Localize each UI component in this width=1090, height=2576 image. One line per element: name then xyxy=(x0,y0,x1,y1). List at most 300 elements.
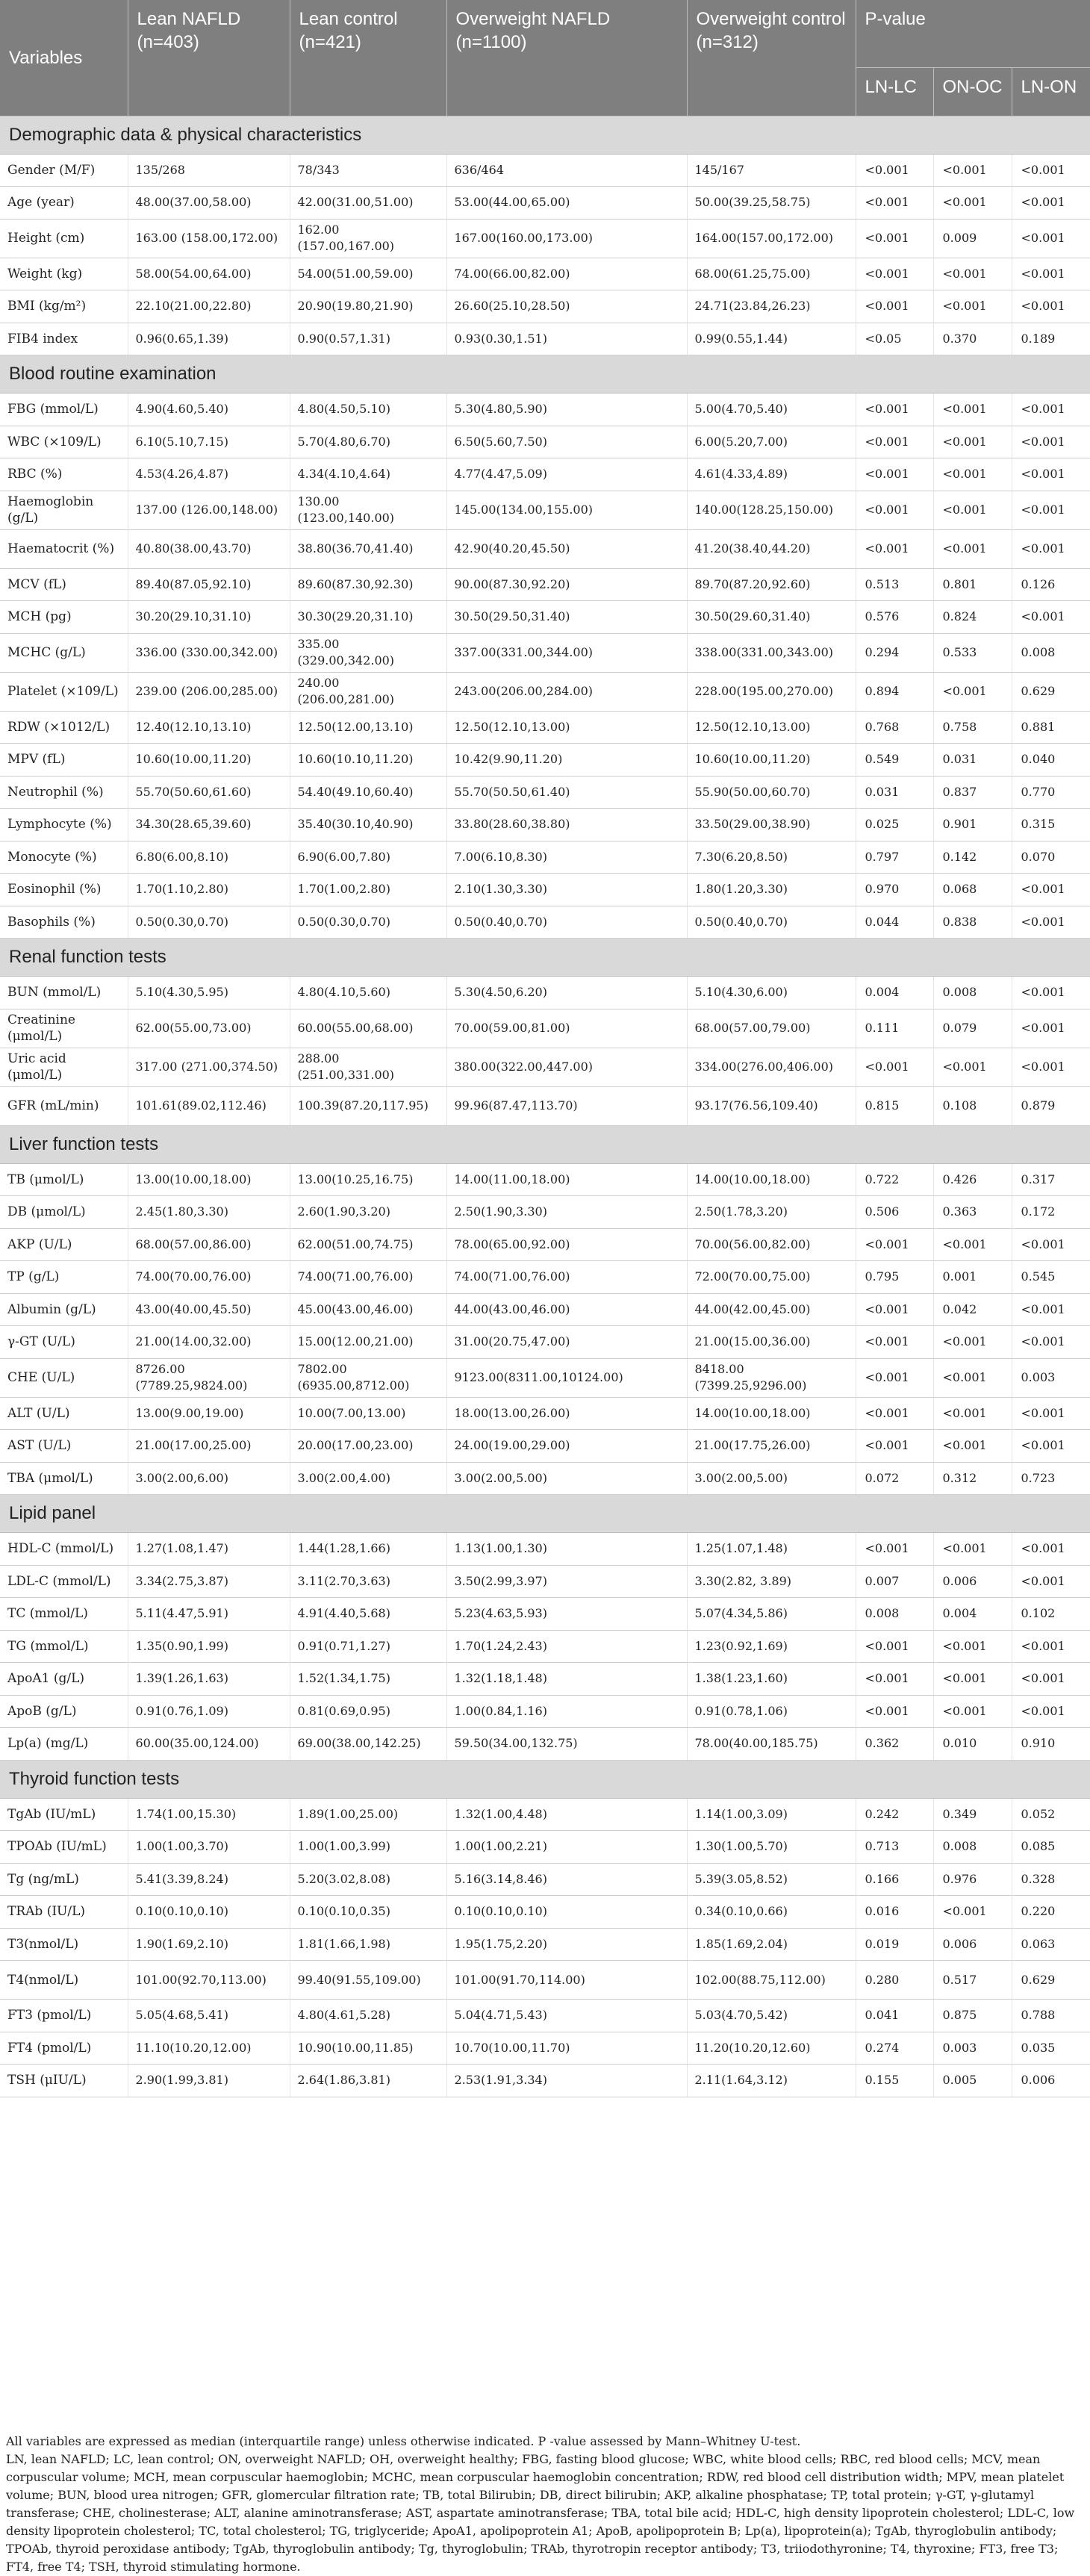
cell-p-ln-on: <0.001 xyxy=(1012,977,1090,1009)
cell-p-ln-on: <0.001 xyxy=(1012,874,1090,906)
section-header xyxy=(0,939,1090,977)
cell-overweight-control: 5.00(4.70,5.40) xyxy=(687,393,856,426)
table-row xyxy=(0,1863,1090,1896)
table-row xyxy=(0,1598,1090,1631)
cell-overweight-nafld: 0.10(0.10,0.10) xyxy=(446,1896,687,1929)
cell-p-on-oc: <0.001 xyxy=(933,672,1012,711)
cell-overweight-control: 334.00(276.00,406.00) xyxy=(687,1048,856,1086)
cell-lean-control: 35.40(30.10,40.90) xyxy=(290,809,446,841)
cell-p-ln-on: <0.001 xyxy=(1012,154,1090,187)
cell-lean-control: 2.60(1.90,3.20) xyxy=(290,1196,446,1229)
cell-p-ln-lc: 0.242 xyxy=(856,1798,933,1831)
cell-lean-control: 10.90(10.00,11.85) xyxy=(290,2032,446,2065)
table-row xyxy=(0,672,1090,711)
cell-variable: FIB4 index xyxy=(0,323,128,355)
cell-p-ln-on: <0.001 xyxy=(1012,1293,1090,1326)
cell-lean-nafld: 55.70(50.60,61.60) xyxy=(128,776,290,809)
cell-p-on-oc: <0.001 xyxy=(933,1663,1012,1696)
cell-p-ln-lc: 0.041 xyxy=(856,2000,933,2032)
table-row xyxy=(0,323,1090,355)
cell-p-on-oc: 0.363 xyxy=(933,1196,1012,1229)
table-row xyxy=(0,1326,1090,1359)
cell-variable: BUN (mmol/L) xyxy=(0,977,128,1009)
cell-p-on-oc: 0.005 xyxy=(933,2065,1012,2097)
cell-variable: TC (mmol/L) xyxy=(0,1598,128,1631)
table-row xyxy=(0,1533,1090,1566)
cell-lean-nafld: 1.39(1.26,1.63) xyxy=(128,1663,290,1696)
cell-lean-nafld: 6.10(5.10,7.15) xyxy=(128,426,290,458)
cell-p-on-oc: <0.001 xyxy=(933,1397,1012,1430)
cell-overweight-control: 228.00(195.00,270.00) xyxy=(687,672,856,711)
section-header xyxy=(0,1125,1090,1163)
cell-p-ln-lc: <0.001 xyxy=(856,1397,933,1430)
table-row xyxy=(0,1462,1090,1495)
cell-p-ln-lc: <0.001 xyxy=(856,258,933,290)
table-row xyxy=(0,1163,1090,1196)
cell-lean-control: 1.44(1.28,1.66) xyxy=(290,1533,446,1566)
cell-lean-nafld: 239.00 (206.00,285.00) xyxy=(128,672,290,711)
cell-overweight-control: 12.50(12.10,13.00) xyxy=(687,711,856,744)
table-row xyxy=(0,874,1090,906)
table-row xyxy=(0,1728,1090,1761)
cell-p-ln-lc: <0.001 xyxy=(856,1533,933,1566)
cell-lean-nafld: 135/268 xyxy=(128,154,290,187)
cell-p-ln-lc: 0.722 xyxy=(856,1163,933,1196)
cell-overweight-control: 5.03(4.70,5.42) xyxy=(687,2000,856,2032)
table-row xyxy=(0,1430,1090,1463)
cell-variable: T3(nmol/L) xyxy=(0,1928,128,1961)
cell-lean-control: 1.81(1.66,1.98) xyxy=(290,1928,446,1961)
cell-variable: MPV (fL) xyxy=(0,744,128,777)
cell-lean-nafld: 1.90(1.69,2.10) xyxy=(128,1928,290,1961)
cell-lean-nafld: 12.40(12.10,13.10) xyxy=(128,711,290,744)
cell-overweight-nafld: 1.13(1.00,1.30) xyxy=(446,1533,687,1566)
cell-lean-control: 162.00 (157.00,167.00) xyxy=(290,219,446,258)
cell-overweight-control: 1.85(1.69,2.04) xyxy=(687,1928,856,1961)
cell-overweight-nafld: 4.77(4.47,5.09) xyxy=(446,458,687,491)
header-lean-nafld: Lean NAFLD (n=403) xyxy=(128,0,290,116)
cell-variable: Tg (ng/mL) xyxy=(0,1863,128,1896)
section-header xyxy=(0,1495,1090,1533)
cell-p-on-oc: <0.001 xyxy=(933,1896,1012,1929)
cell-p-ln-on: <0.001 xyxy=(1012,458,1090,491)
table-row xyxy=(0,744,1090,777)
cell-lean-control: 4.80(4.10,5.60) xyxy=(290,977,446,1009)
cell-overweight-control: 2.50(1.78,3.20) xyxy=(687,1196,856,1229)
cell-variable: TB (μmol/L) xyxy=(0,1163,128,1196)
cell-lean-control: 3.11(2.70,3.63) xyxy=(290,1565,446,1598)
cell-p-on-oc: 0.108 xyxy=(933,1086,1012,1125)
cell-p-ln-lc: <0.001 xyxy=(856,1228,933,1261)
cell-p-on-oc: <0.001 xyxy=(933,1695,1012,1728)
cell-overweight-control: 70.00(56.00,82.00) xyxy=(687,1228,856,1261)
cell-p-on-oc: 0.370 xyxy=(933,323,1012,355)
cell-p-ln-lc: <0.001 xyxy=(856,1048,933,1086)
cell-lean-nafld: 11.10(10.20,12.00) xyxy=(128,2032,290,2065)
cell-p-ln-on: 0.040 xyxy=(1012,744,1090,777)
cell-p-ln-on: 0.723 xyxy=(1012,1462,1090,1495)
cell-lean-nafld: 4.90(4.60,5.40) xyxy=(128,393,290,426)
cell-p-on-oc: <0.001 xyxy=(933,529,1012,568)
cell-lean-control: 10.00(7.00,13.00) xyxy=(290,1397,446,1430)
cell-variable: Platelet (×109/L) xyxy=(0,672,128,711)
cell-variable: Height (cm) xyxy=(0,219,128,258)
cell-p-on-oc: 0.006 xyxy=(933,1565,1012,1598)
cell-overweight-control: 1.14(1.00,3.09) xyxy=(687,1798,856,1831)
cell-p-on-oc: 0.801 xyxy=(933,568,1012,601)
cell-p-on-oc: 0.875 xyxy=(933,2000,1012,2032)
cell-overweight-nafld: 1.00(0.84,1.16) xyxy=(446,1695,687,1728)
cell-p-on-oc: 0.838 xyxy=(933,906,1012,939)
cell-overweight-nafld: 2.50(1.90,3.30) xyxy=(446,1196,687,1229)
cell-lean-control: 20.00(17.00,23.00) xyxy=(290,1430,446,1463)
table-row xyxy=(0,1831,1090,1864)
cell-overweight-control: 2.11(1.64,3.12) xyxy=(687,2065,856,2097)
cell-lean-control: 99.40(91.55,109.00) xyxy=(290,1961,446,2000)
cell-overweight-control: 55.90(50.00,60.70) xyxy=(687,776,856,809)
cell-p-ln-on: 0.315 xyxy=(1012,809,1090,841)
table-row xyxy=(0,290,1090,323)
cell-overweight-control: 140.00(128.25,150.00) xyxy=(687,491,856,529)
cell-variable: FT4 (pmol/L) xyxy=(0,2032,128,2065)
cell-p-ln-lc: 0.031 xyxy=(856,776,933,809)
cell-variable: MCHC (g/L) xyxy=(0,633,128,672)
cell-p-ln-on: <0.001 xyxy=(1012,290,1090,323)
cell-overweight-control: 11.20(10.20,12.60) xyxy=(687,2032,856,2065)
cell-p-ln-on: 0.126 xyxy=(1012,568,1090,601)
cell-overweight-nafld: 337.00(331.00,344.00) xyxy=(446,633,687,672)
cell-p-ln-lc: 0.970 xyxy=(856,874,933,906)
cell-variable: TPOAb (IU/mL) xyxy=(0,1831,128,1864)
cell-lean-control: 20.90(19.80,21.90) xyxy=(290,290,446,323)
cell-overweight-nafld: 5.23(4.63,5.93) xyxy=(446,1598,687,1631)
cell-p-ln-on: <0.001 xyxy=(1012,1663,1090,1696)
cell-overweight-control: 14.00(10.00,18.00) xyxy=(687,1397,856,1430)
cell-p-ln-lc: <0.001 xyxy=(856,187,933,220)
cell-p-ln-on: <0.001 xyxy=(1012,1565,1090,1598)
cell-p-on-oc: 0.042 xyxy=(933,1293,1012,1326)
cell-p-on-oc: 0.010 xyxy=(933,1728,1012,1761)
cell-p-on-oc: 0.142 xyxy=(933,841,1012,874)
cell-variable: Monocyte (%) xyxy=(0,841,128,874)
cell-variable: Haemoglobin (g/L) xyxy=(0,491,128,529)
cell-lean-nafld: 5.11(4.47,5.91) xyxy=(128,1598,290,1631)
cell-p-ln-lc: <0.001 xyxy=(856,1630,933,1663)
cell-variable: MCV (fL) xyxy=(0,568,128,601)
cell-lean-control: 1.00(1.00,3.99) xyxy=(290,1831,446,1864)
header-overweight-control: Overweight control (n=312) xyxy=(687,0,856,116)
cell-overweight-control: 78.00(40.00,185.75) xyxy=(687,1728,856,1761)
cell-p-ln-on: 0.629 xyxy=(1012,1961,1090,2000)
cell-p-on-oc: 0.006 xyxy=(933,1928,1012,1961)
cell-p-ln-on: 0.003 xyxy=(1012,1358,1090,1397)
cell-variable: TBA (μmol/L) xyxy=(0,1462,128,1495)
table-row xyxy=(0,2065,1090,2097)
cell-overweight-control: 5.10(4.30,6.00) xyxy=(687,977,856,1009)
cell-p-on-oc: <0.001 xyxy=(933,1358,1012,1397)
cell-overweight-control: 6.00(5.20,7.00) xyxy=(687,426,856,458)
cell-variable: TRAb (IU/L) xyxy=(0,1896,128,1929)
cell-p-ln-on: <0.001 xyxy=(1012,1630,1090,1663)
cell-lean-nafld: 0.91(0.76,1.09) xyxy=(128,1695,290,1728)
table-row xyxy=(0,1048,1090,1086)
cell-variable: ApoA1 (g/L) xyxy=(0,1663,128,1696)
table-row xyxy=(0,529,1090,568)
cell-lean-control: 38.80(36.70,41.40) xyxy=(290,529,446,568)
cell-overweight-nafld: 6.50(5.60,7.50) xyxy=(446,426,687,458)
cell-lean-nafld: 22.10(21.00,22.80) xyxy=(128,290,290,323)
cell-overweight-nafld: 10.42(9.90,11.20) xyxy=(446,744,687,777)
cell-p-ln-lc: <0.001 xyxy=(856,458,933,491)
cell-variable: FT3 (pmol/L) xyxy=(0,2000,128,2032)
cell-lean-nafld: 336.00 (330.00,342.00) xyxy=(128,633,290,672)
cell-p-ln-lc: 0.166 xyxy=(856,1863,933,1896)
table-row xyxy=(0,458,1090,491)
cell-variable: ApoB (g/L) xyxy=(0,1695,128,1728)
cell-p-on-oc: 0.008 xyxy=(933,1831,1012,1864)
table-row xyxy=(0,1663,1090,1696)
cell-variable: Lymphocyte (%) xyxy=(0,809,128,841)
cell-overweight-control: 41.20(38.40,44.20) xyxy=(687,529,856,568)
cell-p-ln-on: 0.008 xyxy=(1012,633,1090,672)
section-header xyxy=(0,1760,1090,1798)
section-header xyxy=(0,116,1090,154)
cell-overweight-nafld: 44.00(43.00,46.00) xyxy=(446,1293,687,1326)
cell-p-ln-on: 0.788 xyxy=(1012,2000,1090,2032)
cell-p-ln-on: 0.052 xyxy=(1012,1798,1090,1831)
cell-lean-control: 0.81(0.69,0.95) xyxy=(290,1695,446,1728)
cell-lean-control: 7802.00 (6935.00,8712.00) xyxy=(290,1358,446,1397)
cell-overweight-nafld: 10.70(10.00,11.70) xyxy=(446,2032,687,2065)
cell-overweight-control: 30.50(29.60,31.40) xyxy=(687,601,856,634)
cell-lean-nafld: 0.50(0.30,0.70) xyxy=(128,906,290,939)
cell-lean-nafld: 0.10(0.10,0.10) xyxy=(128,1896,290,1929)
cell-p-ln-on: <0.001 xyxy=(1012,1533,1090,1566)
cell-variable: Weight (kg) xyxy=(0,258,128,290)
cell-variable: WBC (×109/L) xyxy=(0,426,128,458)
cell-overweight-control: 338.00(331.00,343.00) xyxy=(687,633,856,672)
cell-p-ln-lc: <0.001 xyxy=(856,1293,933,1326)
cell-lean-control: 69.00(38.00,142.25) xyxy=(290,1728,446,1761)
cell-lean-nafld: 3.00(2.00,6.00) xyxy=(128,1462,290,1495)
cell-variable: Haematocrit (%) xyxy=(0,529,128,568)
cell-overweight-control: 21.00(15.00,36.00) xyxy=(687,1326,856,1359)
cell-lean-control: 0.50(0.30,0.70) xyxy=(290,906,446,939)
cell-lean-control: 0.91(0.71,1.27) xyxy=(290,1630,446,1663)
cell-overweight-control: 5.07(4.34,5.86) xyxy=(687,1598,856,1631)
cell-overweight-control: 164.00(157.00,172.00) xyxy=(687,219,856,258)
cell-overweight-nafld: 243.00(206.00,284.00) xyxy=(446,672,687,711)
cell-lean-nafld: 60.00(35.00,124.00) xyxy=(128,1728,290,1761)
cell-p-on-oc: 0.349 xyxy=(933,1798,1012,1831)
table-row xyxy=(0,1798,1090,1831)
cell-overweight-control: 10.60(10.00,11.20) xyxy=(687,744,856,777)
cell-overweight-control: 4.61(4.33,4.89) xyxy=(687,458,856,491)
cell-overweight-nafld: 1.00(1.00,2.21) xyxy=(446,1831,687,1864)
table-row xyxy=(0,711,1090,744)
cell-overweight-control: 68.00(57.00,79.00) xyxy=(687,1009,856,1048)
cell-lean-control: 10.60(10.10,11.20) xyxy=(290,744,446,777)
cell-overweight-nafld: 24.00(19.00,29.00) xyxy=(446,1430,687,1463)
cell-overweight-nafld: 7.00(6.10,8.30) xyxy=(446,841,687,874)
table-row xyxy=(0,2032,1090,2065)
cell-p-ln-lc: <0.001 xyxy=(856,393,933,426)
cell-lean-control: 54.40(49.10,60.40) xyxy=(290,776,446,809)
cell-variable: ALT (U/L) xyxy=(0,1397,128,1430)
cell-lean-nafld: 101.00(92.70,113.00) xyxy=(128,1961,290,2000)
cell-variable: Albumin (g/L) xyxy=(0,1293,128,1326)
cell-variable: Lp(a) (mg/L) xyxy=(0,1728,128,1761)
cell-variable: Creatinine (μmol/L) xyxy=(0,1009,128,1048)
cell-p-on-oc: 0.517 xyxy=(933,1961,1012,2000)
table-row xyxy=(0,633,1090,672)
cell-overweight-control: 44.00(42.00,45.00) xyxy=(687,1293,856,1326)
cell-lean-control: 4.80(4.61,5.28) xyxy=(290,2000,446,2032)
header-ln-on: LN-ON xyxy=(1012,67,1090,116)
table-row xyxy=(0,187,1090,220)
cell-overweight-control: 7.30(6.20,8.50) xyxy=(687,841,856,874)
footnote-method: All variables are expressed as median (interquartile range) unless otherwise indicated. P -value assessed by Mann–Whitney U-test. xyxy=(6,2434,801,2448)
cell-p-ln-lc: <0.001 xyxy=(856,1430,933,1463)
cell-lean-control: 4.91(4.40,5.68) xyxy=(290,1598,446,1631)
cell-p-on-oc: 0.824 xyxy=(933,601,1012,634)
cell-overweight-nafld: 55.70(50.50,61.40) xyxy=(446,776,687,809)
table-row xyxy=(0,393,1090,426)
cell-lean-nafld: 5.41(3.39,8.24) xyxy=(128,1863,290,1896)
cell-variable: CHE (U/L) xyxy=(0,1358,128,1397)
cell-p-ln-on: <0.001 xyxy=(1012,1048,1090,1086)
cell-variable: GFR (mL/min) xyxy=(0,1086,128,1125)
cell-p-ln-on: 0.189 xyxy=(1012,323,1090,355)
cell-p-ln-lc: <0.001 xyxy=(856,491,933,529)
cell-p-on-oc: <0.001 xyxy=(933,426,1012,458)
cell-p-ln-on: 0.629 xyxy=(1012,672,1090,711)
cell-overweight-control: 1.30(1.00,5.70) xyxy=(687,1831,856,1864)
cell-p-ln-lc: 0.004 xyxy=(856,977,933,1009)
table-footnotes xyxy=(6,2433,1081,2576)
cell-p-ln-lc: <0.05 xyxy=(856,323,933,355)
cell-lean-control: 60.00(55.00,68.00) xyxy=(290,1009,446,1048)
header-overweight-nafld: Overweight NAFLD (n=1100) xyxy=(446,0,687,116)
cell-variable: Age (year) xyxy=(0,187,128,220)
cell-lean-nafld: 5.10(4.30,5.95) xyxy=(128,977,290,1009)
cell-overweight-nafld: 1.32(1.18,1.48) xyxy=(446,1663,687,1696)
cell-overweight-control: 1.23(0.92,1.69) xyxy=(687,1630,856,1663)
cell-lean-nafld: 1.27(1.08,1.47) xyxy=(128,1533,290,1566)
cell-p-on-oc: <0.001 xyxy=(933,491,1012,529)
cell-overweight-control: 0.91(0.78,1.06) xyxy=(687,1695,856,1728)
cell-p-on-oc: <0.001 xyxy=(933,1430,1012,1463)
cell-p-on-oc: 0.758 xyxy=(933,711,1012,744)
cell-lean-nafld: 10.60(10.00,11.20) xyxy=(128,744,290,777)
cell-lean-nafld: 21.00(14.00,32.00) xyxy=(128,1326,290,1359)
table-row xyxy=(0,1397,1090,1430)
cell-p-ln-lc: 0.016 xyxy=(856,1896,933,1929)
cell-overweight-nafld: 5.30(4.50,6.20) xyxy=(446,977,687,1009)
cell-overweight-nafld: 90.00(87.30,92.20) xyxy=(446,568,687,601)
cell-lean-nafld: 74.00(70.00,76.00) xyxy=(128,1261,290,1294)
cell-variable: DB (μmol/L) xyxy=(0,1196,128,1229)
cell-overweight-control: 72.00(70.00,75.00) xyxy=(687,1261,856,1294)
table-row xyxy=(0,219,1090,258)
cell-p-ln-lc: <0.001 xyxy=(856,1326,933,1359)
cell-p-ln-on: <0.001 xyxy=(1012,491,1090,529)
cell-overweight-control: 1.80(1.20,3.30) xyxy=(687,874,856,906)
cell-variable: Neutrophil (%) xyxy=(0,776,128,809)
cell-p-ln-lc: 0.025 xyxy=(856,809,933,841)
table-row xyxy=(0,809,1090,841)
cell-p-ln-lc: <0.001 xyxy=(856,219,933,258)
cell-overweight-nafld: 2.10(1.30,3.30) xyxy=(446,874,687,906)
cell-overweight-nafld: 0.93(0.30,1.51) xyxy=(446,323,687,355)
header-on-oc: ON-OC xyxy=(933,67,1012,116)
cell-p-on-oc: 0.009 xyxy=(933,219,1012,258)
cell-overweight-nafld: 145.00(134.00,155.00) xyxy=(446,491,687,529)
cell-p-ln-lc: 0.713 xyxy=(856,1831,933,1864)
cell-variable: FBG (mmol/L) xyxy=(0,393,128,426)
cell-lean-control: 130.00 (123.00,140.00) xyxy=(290,491,446,529)
cell-lean-nafld: 40.80(38.00,43.70) xyxy=(128,529,290,568)
cell-p-ln-on: 0.910 xyxy=(1012,1728,1090,1761)
table-row xyxy=(0,154,1090,187)
cell-p-ln-lc: 0.155 xyxy=(856,2065,933,2097)
cell-overweight-control: 14.00(10.00,18.00) xyxy=(687,1163,856,1196)
cell-overweight-nafld: 33.80(28.60,38.80) xyxy=(446,809,687,841)
cell-lean-control: 4.80(4.50,5.10) xyxy=(290,393,446,426)
table-row xyxy=(0,776,1090,809)
cell-overweight-nafld: 74.00(66.00,82.00) xyxy=(446,258,687,290)
cell-p-ln-on: <0.001 xyxy=(1012,219,1090,258)
cell-lean-control: 1.52(1.34,1.75) xyxy=(290,1663,446,1696)
cell-p-ln-on: 0.881 xyxy=(1012,711,1090,744)
table-row xyxy=(0,1261,1090,1294)
table-row xyxy=(0,841,1090,874)
cell-lean-control: 100.39(87.20,117.95) xyxy=(290,1086,446,1125)
cell-overweight-control: 21.00(17.75,26.00) xyxy=(687,1430,856,1463)
cell-overweight-nafld: 1.32(1.00,4.48) xyxy=(446,1798,687,1831)
cell-p-on-oc: <0.001 xyxy=(933,1533,1012,1566)
cell-lean-nafld: 21.00(17.00,25.00) xyxy=(128,1430,290,1463)
section-title: Renal function tests xyxy=(0,939,1090,977)
cell-lean-control: 5.70(4.80,6.70) xyxy=(290,426,446,458)
section-title: Blood routine examination xyxy=(0,355,1090,393)
cell-lean-control: 15.00(12.00,21.00) xyxy=(290,1326,446,1359)
cell-variable: TgAb (IU/mL) xyxy=(0,1798,128,1831)
cell-lean-control: 4.34(4.10,4.64) xyxy=(290,458,446,491)
cell-p-on-oc: 0.976 xyxy=(933,1863,1012,1896)
cell-p-on-oc: 0.008 xyxy=(933,977,1012,1009)
table-row xyxy=(0,1565,1090,1598)
cell-p-ln-on: <0.001 xyxy=(1012,258,1090,290)
cell-lean-control: 1.89(1.00,25.00) xyxy=(290,1798,446,1831)
cell-lean-nafld: 48.00(37.00,58.00) xyxy=(128,187,290,220)
cell-p-ln-lc: 0.506 xyxy=(856,1196,933,1229)
cell-p-ln-on: 0.006 xyxy=(1012,2065,1090,2097)
cell-p-ln-lc: 0.008 xyxy=(856,1598,933,1631)
cell-p-ln-lc: <0.001 xyxy=(856,1663,933,1696)
cell-p-on-oc: <0.001 xyxy=(933,1630,1012,1663)
cell-p-ln-lc: 0.280 xyxy=(856,1961,933,2000)
cell-p-ln-on: 0.770 xyxy=(1012,776,1090,809)
cell-p-ln-lc: <0.001 xyxy=(856,290,933,323)
cell-p-on-oc: 0.901 xyxy=(933,809,1012,841)
cell-overweight-nafld: 53.00(44.00,65.00) xyxy=(446,187,687,220)
cell-p-ln-on: 0.063 xyxy=(1012,1928,1090,1961)
cell-lean-nafld: 1.70(1.10,2.80) xyxy=(128,874,290,906)
cell-lean-control: 89.60(87.30,92.30) xyxy=(290,568,446,601)
cell-p-ln-lc: 0.768 xyxy=(856,711,933,744)
cell-overweight-control: 145/167 xyxy=(687,154,856,187)
